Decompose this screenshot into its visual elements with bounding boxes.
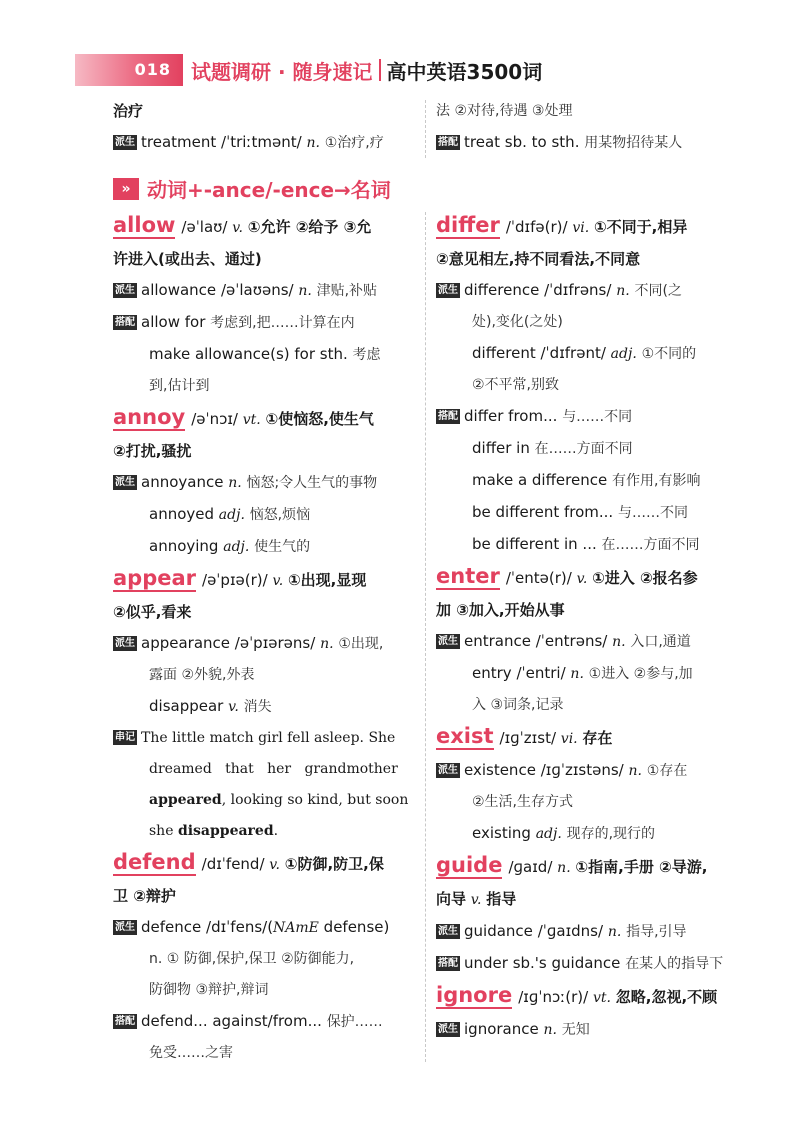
- meaning-cont: 入 ③词条,记录: [472, 697, 564, 713]
- story-bold: disappeared: [177, 823, 274, 839]
- meaning: ①进入 ②参与,加: [588, 666, 693, 682]
- story-tag: 串记: [115, 732, 135, 743]
- derive-line: [436, 626, 746, 658]
- meaning: ①出现,: [338, 636, 384, 652]
- ipa: /ɡaɪd/: [508, 858, 553, 876]
- derive-tag: 派生: [115, 285, 135, 296]
- pos: vi.: [560, 731, 578, 747]
- pos: vi.: [572, 220, 590, 236]
- derive-tag: 派生: [438, 926, 458, 937]
- headword: defend: [113, 850, 196, 874]
- meaning: 与……不同: [562, 409, 633, 425]
- word: treatment: [141, 133, 217, 151]
- ipa: /dɪˈfend/: [201, 855, 265, 873]
- word: difference: [464, 281, 540, 299]
- word: entry: [472, 664, 512, 682]
- meaning: 用某物招待某人: [584, 135, 683, 151]
- word: ignorance: [464, 1020, 539, 1038]
- derive-line: [436, 916, 746, 948]
- pos: adj.: [223, 539, 250, 555]
- story-bold: appeared: [149, 792, 222, 808]
- ipa: /ɪɡˈnɔː(r)/: [518, 988, 589, 1006]
- page-number-box: [75, 54, 183, 86]
- book-title: 高中英语3500词: [386, 59, 543, 84]
- word: existing: [472, 824, 531, 842]
- headword: exist: [436, 724, 494, 748]
- definition: 忽略,忽视,不顾: [615, 988, 718, 1006]
- derive-line: [113, 531, 413, 563]
- meaning-cont: 免受……之害: [149, 1045, 233, 1061]
- definition-cont: ②意见相左,持不同看法,不同意: [436, 250, 641, 268]
- phrase: allow for: [141, 313, 206, 331]
- definition: ①允许 ②给予 ③允: [247, 218, 372, 236]
- meaning: ①治疗,疗: [324, 135, 384, 151]
- entry-treat-collocation: [436, 127, 746, 159]
- definition-cont: ②似乎,看来: [113, 603, 192, 621]
- pos: n.: [612, 634, 626, 650]
- definition-cont: 卫 ②辩护: [113, 887, 176, 905]
- word: entrance: [464, 632, 531, 650]
- column-divider: [425, 212, 426, 1062]
- pos: n.: [320, 636, 334, 652]
- derive-tag: 派生: [438, 765, 458, 776]
- series-title: 试题调研 · 随身速记: [191, 59, 373, 84]
- meaning: 恼怒,烦恼: [249, 507, 311, 523]
- title-separator: [379, 59, 381, 81]
- definition: ①不同于,相异: [593, 218, 688, 236]
- pos: n.: [228, 475, 242, 491]
- story-line: [113, 816, 413, 847]
- derive-tag: 派生: [438, 1024, 458, 1035]
- ipa: /ˈdɪfə(r)/: [505, 218, 568, 236]
- meaning-cont: 到,估计到: [149, 378, 210, 394]
- headword-guide: [436, 850, 746, 884]
- pos: v.: [576, 571, 588, 587]
- derive-line: [436, 338, 746, 370]
- story-text: , looking so kind, but soon: [221, 792, 409, 808]
- word: appearance: [141, 634, 230, 652]
- collocation-tag: 搭配: [115, 1016, 135, 1027]
- collocation-line: [113, 307, 413, 339]
- pos: v.: [228, 699, 239, 715]
- phrase: differ in: [472, 439, 530, 457]
- ipa: /ˈentri/: [516, 664, 566, 682]
- derive-tag: 派生: [438, 636, 458, 647]
- definition: ①防御,防卫,保: [284, 855, 384, 873]
- meaning: 指导,引导: [626, 924, 687, 940]
- derive-line: [113, 628, 413, 660]
- meaning: 无知: [561, 1022, 590, 1038]
- headword: enter: [436, 564, 500, 588]
- meaning: 考虑: [352, 347, 381, 363]
- pos: v.: [232, 220, 243, 236]
- definition: ①指南,手册 ②导游,: [575, 858, 708, 876]
- headword-ignore: [436, 980, 746, 1014]
- page-number: 018: [134, 60, 171, 79]
- phrase: be different from...: [472, 503, 614, 521]
- double-chevron-icon: »: [113, 178, 139, 200]
- derive-tag: 派生: [115, 638, 135, 649]
- ipa: /əˈnɔɪ/: [191, 410, 238, 428]
- collocation-line: [113, 1006, 413, 1038]
- derive-line: [113, 912, 413, 944]
- ipa: /əˈlaʊəns/: [220, 281, 294, 299]
- meaning-cont: ②不平常,别致: [472, 377, 560, 393]
- meaning: 在某人的指导下: [625, 956, 724, 972]
- collocation-line: [436, 529, 746, 561]
- phrase: differ from...: [464, 407, 558, 425]
- definition-cont: 许进入(或出去、通过): [113, 250, 262, 268]
- collocation-line: [436, 497, 746, 529]
- ipa: /ˈɡaɪdns/: [537, 922, 604, 940]
- headword: ignore: [436, 983, 513, 1007]
- variant-label: NAmE: [273, 920, 319, 936]
- phrase: under sb.'s guidance: [464, 954, 621, 972]
- meaning: 保护……: [326, 1014, 383, 1030]
- collocation-line: [113, 339, 413, 371]
- phrase: defend... against/from...: [141, 1012, 322, 1030]
- word: annoying: [149, 537, 219, 555]
- meaning: 津贴,补贴: [316, 283, 378, 299]
- treat-def-continuation: 治疗: [113, 102, 144, 120]
- derive-line: [436, 275, 746, 307]
- pos: n.: [616, 283, 630, 299]
- ipa: /ˈentrəns/: [535, 632, 608, 650]
- collocation-tag: 搭配: [115, 317, 135, 328]
- entry-treatment: [113, 127, 413, 159]
- collocation-line: [436, 433, 746, 465]
- word: disappear: [149, 697, 224, 715]
- pos: n.: [543, 1022, 557, 1038]
- story-line: [113, 723, 413, 754]
- variant-word: defense): [318, 918, 390, 936]
- word: allowance: [141, 281, 217, 299]
- headword-allow: [113, 210, 413, 244]
- definition: 存在: [582, 729, 613, 747]
- derive-line: [113, 499, 413, 531]
- ipa: /əˈlaʊ/: [181, 218, 228, 236]
- headword: guide: [436, 853, 503, 877]
- ipa: /ɪɡˈzɪstəns/: [540, 761, 624, 779]
- ipa: /əˈpɪə(r)/: [202, 571, 268, 589]
- meaning: 在……方面不同: [534, 441, 633, 457]
- definition: 向导: [436, 890, 467, 908]
- right-column-top: [436, 96, 746, 159]
- definition: ①使恼怒,使生气: [265, 410, 374, 428]
- ipa: /ɪɡˈzɪst/: [499, 729, 557, 747]
- derive-line: [436, 1014, 746, 1046]
- pos: n.: [628, 763, 642, 779]
- ipa: /əˈpɪərəns/: [234, 634, 316, 652]
- section-heading: [113, 174, 391, 203]
- meaning: 在……方面不同: [601, 537, 700, 553]
- derive-tag: 派生: [115, 477, 135, 488]
- meaning-cont: 防御物 ③辩护,辩词: [149, 982, 269, 998]
- section-title: 动词+-ance/-ence→名词: [147, 178, 391, 202]
- word: different: [472, 344, 536, 362]
- meaning-cont: 露面 ②外貌,外表: [149, 667, 255, 683]
- pos: adj.: [535, 826, 562, 842]
- story-line: dreamed that her grandmother: [149, 761, 398, 777]
- meaning: 不同(之: [634, 283, 682, 299]
- meaning: 入口,通道: [630, 634, 691, 650]
- headword: appear: [113, 566, 197, 590]
- headword-exist: [436, 721, 746, 755]
- meaning: 消失: [243, 699, 272, 715]
- derive-line: [436, 658, 746, 690]
- ipa: /ˈdɪfrənt/: [540, 344, 606, 362]
- derive-tag: 派生: [438, 285, 458, 296]
- meaning: 考虑到,把……计算在内: [210, 315, 355, 331]
- word: annoyed: [149, 505, 215, 523]
- derive-line: [436, 755, 746, 787]
- ipa: /dɪˈfens/(: [206, 918, 274, 936]
- derive-tag: 派生: [115, 137, 135, 148]
- ipa: /ˈtriːtmənt/: [221, 133, 302, 151]
- word: annoyance: [141, 473, 224, 491]
- collocation-line: [436, 948, 746, 980]
- definition-cont: [436, 884, 746, 916]
- pos: v.: [470, 892, 482, 908]
- collocation-tag: 搭配: [438, 411, 458, 422]
- collocation-tag: 搭配: [438, 958, 458, 969]
- headword-differ: [436, 210, 746, 244]
- pos: vt.: [242, 412, 261, 428]
- phrase: treat sb. to sth.: [464, 133, 580, 151]
- definition: ①出现,显现: [287, 571, 367, 589]
- meaning: 与……不同: [618, 505, 688, 521]
- word: defence: [141, 918, 202, 936]
- pos: n.: [557, 860, 571, 876]
- derive-tag: 派生: [115, 922, 135, 933]
- meaning: 使生气的: [254, 539, 311, 555]
- pos: n.: [607, 924, 622, 940]
- headword-appear: [113, 563, 413, 597]
- left-column: [113, 210, 413, 1069]
- meaning: 恼怒;令人生气的事物: [246, 475, 378, 491]
- pos: adj.: [610, 346, 637, 362]
- pos: v.: [272, 573, 284, 589]
- phrase: make allowance(s) for sth.: [149, 345, 348, 363]
- story-line: [113, 785, 413, 816]
- meaning-cont: 处),变化(之处): [472, 314, 563, 330]
- story-text: .: [273, 823, 279, 839]
- derive-line: [436, 818, 746, 850]
- phrase: make a difference: [472, 471, 608, 489]
- derive-line: [113, 275, 413, 307]
- definition-cont: 加 ③加入,开始从事: [436, 601, 565, 619]
- meaning: ①不同的: [641, 346, 697, 362]
- headword: differ: [436, 213, 500, 237]
- definition: 指导: [486, 890, 517, 908]
- ipa: /ˈdɪfrəns/: [544, 281, 612, 299]
- headword-annoy: [113, 402, 413, 436]
- pos: n.: [570, 666, 584, 682]
- story-text: The little match girl fell asleep. She: [141, 730, 396, 746]
- pos: n.: [298, 283, 312, 299]
- collocation-line: [436, 465, 746, 497]
- treat-def-continuation: 法 ②对待,待遇 ③处理: [436, 103, 573, 119]
- right-column: [436, 210, 746, 1046]
- meaning-cont: ②生活,生存方式: [472, 794, 574, 810]
- ipa: /ˈentə(r)/: [505, 569, 572, 587]
- word: guidance: [464, 922, 533, 940]
- derive-line: [113, 467, 413, 499]
- meaning: ①存在: [646, 763, 688, 779]
- definition-cont: ②打扰,骚扰: [113, 442, 192, 460]
- story-text: she: [149, 823, 178, 839]
- headword: allow: [113, 213, 176, 237]
- left-column-top: [113, 96, 413, 159]
- headword-enter: [436, 561, 746, 595]
- word: existence: [464, 761, 536, 779]
- pos: vt.: [593, 990, 611, 1006]
- pos: n.: [306, 135, 320, 151]
- definition: ①进入 ②报名参: [592, 569, 698, 587]
- page-header: [75, 54, 542, 86]
- headword-defend: [113, 847, 413, 881]
- meaning-cont: n. ① 防御,保护,保卫 ②防御能力,: [149, 951, 355, 967]
- collocation-line: [436, 401, 746, 433]
- pos: adj.: [218, 507, 245, 523]
- phrase: be different in ...: [472, 535, 597, 553]
- meaning: 现存的,现行的: [566, 826, 656, 842]
- pos: v.: [269, 857, 280, 873]
- column-divider-top: [425, 100, 426, 158]
- headword: annoy: [113, 405, 186, 429]
- meaning: 有作用,有影响: [612, 473, 701, 489]
- collocation-tag: 搭配: [438, 137, 458, 148]
- derive-line: [113, 691, 413, 723]
